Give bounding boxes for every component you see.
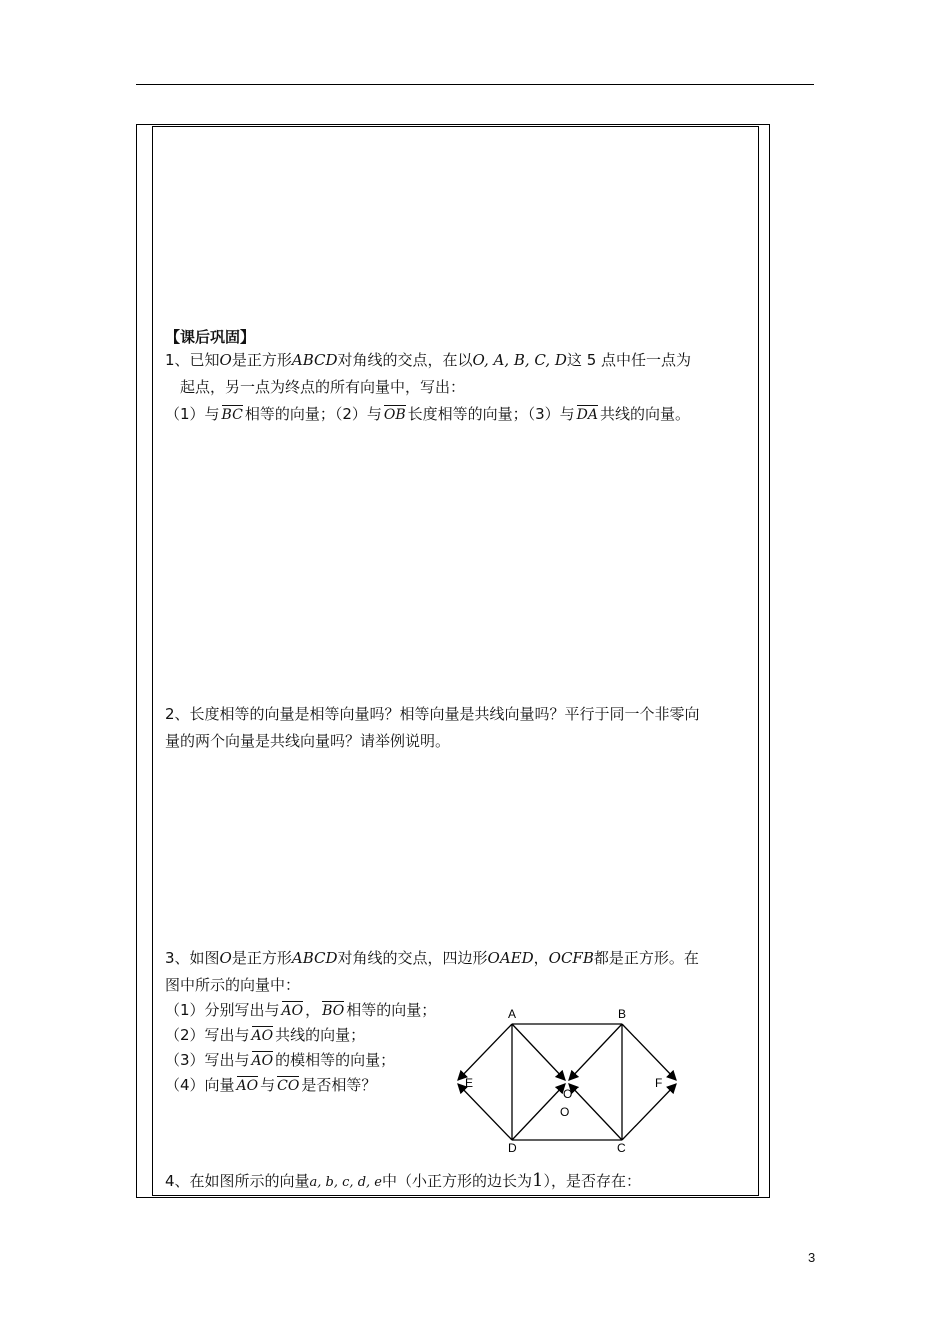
question-2-line-2: 量的两个向量是共线向量吗？请举例说明。 <box>165 732 451 750</box>
vector-ao: AO <box>252 1023 274 1047</box>
vector-a-to-o <box>512 1024 565 1080</box>
question-1-line-2: 起点，另一点为终点的所有向量中，写出： <box>180 378 466 396</box>
question-3-line-2: 图中所示的向量中： <box>165 976 301 994</box>
vector-b-to-f <box>622 1024 676 1080</box>
label-b: B <box>618 1007 627 1021</box>
label-d: D <box>508 1141 517 1155</box>
label-c: C <box>617 1141 626 1155</box>
label-o-below: O <box>560 1105 570 1119</box>
vector-bo: BO <box>322 998 344 1022</box>
vector-ao: AO <box>282 998 304 1022</box>
label-e: E <box>465 1076 474 1090</box>
vector-ao: AO <box>252 1048 274 1072</box>
label-a: A <box>508 1007 517 1021</box>
question-3-sub-1: （1）分别写出与 AO ， BO 相等的向量； <box>165 998 436 1022</box>
vector-bc: BC <box>222 402 243 426</box>
vector-c-to-o <box>569 1084 622 1140</box>
question-3-sub-2: （2）写出与 AO 共线的向量； <box>165 1023 365 1047</box>
question-3-sub-3: （3）写出与 AO 的模相等的向量； <box>165 1048 395 1072</box>
vector-da: DA <box>577 402 598 426</box>
vector-co: CO <box>277 1073 299 1097</box>
question-4-line-1: 4、在如图所示的向量a, b, c, d, e中（小正方形的边长为1），是否存在： <box>165 1170 641 1191</box>
vector-ao: AO <box>237 1073 259 1097</box>
question-1-line-3: （1）与 BC 相等的向量；（2）与 OB 长度相等的向量；（3）与 DA 共线的向量。 <box>165 402 690 426</box>
header-rule <box>136 84 814 85</box>
vector-b-to-o <box>569 1024 622 1080</box>
vector-a-to-e <box>458 1024 512 1080</box>
vector-figure <box>448 1000 688 1160</box>
question-3-sub-4: （4）向量 AO 与 CO 是否相等？ <box>165 1073 376 1097</box>
vector-d-to-o <box>512 1084 565 1140</box>
vector-ob: OB <box>384 402 406 426</box>
section-title: 【课后巩固】 <box>165 328 256 346</box>
vector-d-to-e <box>458 1084 512 1140</box>
vector-c-to-f <box>622 1084 676 1140</box>
page-number: 3 <box>808 1250 816 1265</box>
label-f: F <box>655 1076 663 1090</box>
question-1-line-1: 1、已知O是正方形ABCD对角线的交点，在以O, A, B, C, D这 5 点中任一点为 <box>165 351 692 369</box>
question-3-line-1: 3、如图O是正方形ABCD对角线的交点，四边形OAED，OCFB都是正方形。在 <box>165 949 699 967</box>
label-o: O <box>563 1087 573 1101</box>
question-2-line-1: 2、长度相等的向量是相等向量吗？相等向量是共线向量吗？平行于同一个非零向 <box>165 705 700 723</box>
